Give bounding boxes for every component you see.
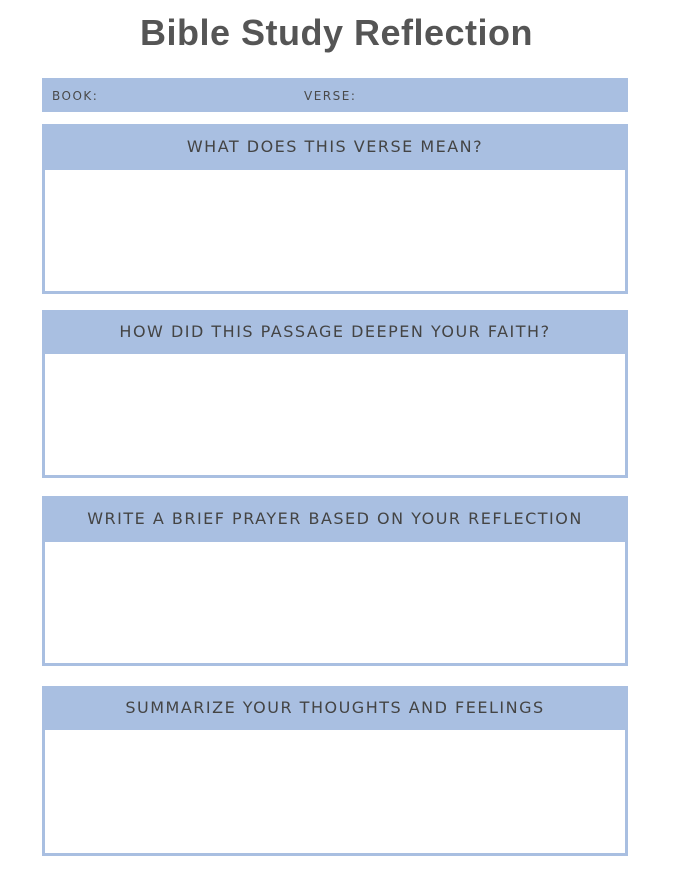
section-heading: WRITE A BRIEF PRAYER BASED ON YOUR REFLECTION: [87, 509, 583, 528]
verse-label[interactable]: VERSE:: [304, 89, 357, 103]
page-title: Bible Study Reflection: [139, 12, 534, 53]
section-heading: SUMMARIZE YOUR THOUGHTS AND FEELINGS: [125, 698, 545, 717]
section-header: [42, 310, 628, 354]
section-header: [42, 496, 628, 542]
section-header: [42, 686, 628, 730]
verse-meaning-input[interactable]: [45, 170, 625, 291]
book-verse-bar: [42, 78, 628, 112]
writing-box: [42, 170, 628, 294]
section-header: [42, 124, 628, 170]
writing-box: [42, 730, 628, 856]
book-label[interactable]: BOOK:: [52, 89, 99, 103]
brief-prayer-input[interactable]: [45, 542, 625, 663]
writing-box: [42, 542, 628, 666]
section-heading: HOW DID THIS PASSAGE DEEPEN YOUR FAITH?: [119, 322, 551, 341]
deepen-faith-input[interactable]: [45, 354, 625, 475]
section-heading: WHAT DOES THIS VERSE MEAN?: [186, 137, 484, 156]
writing-box: [42, 354, 628, 478]
summary-input[interactable]: [45, 730, 625, 853]
